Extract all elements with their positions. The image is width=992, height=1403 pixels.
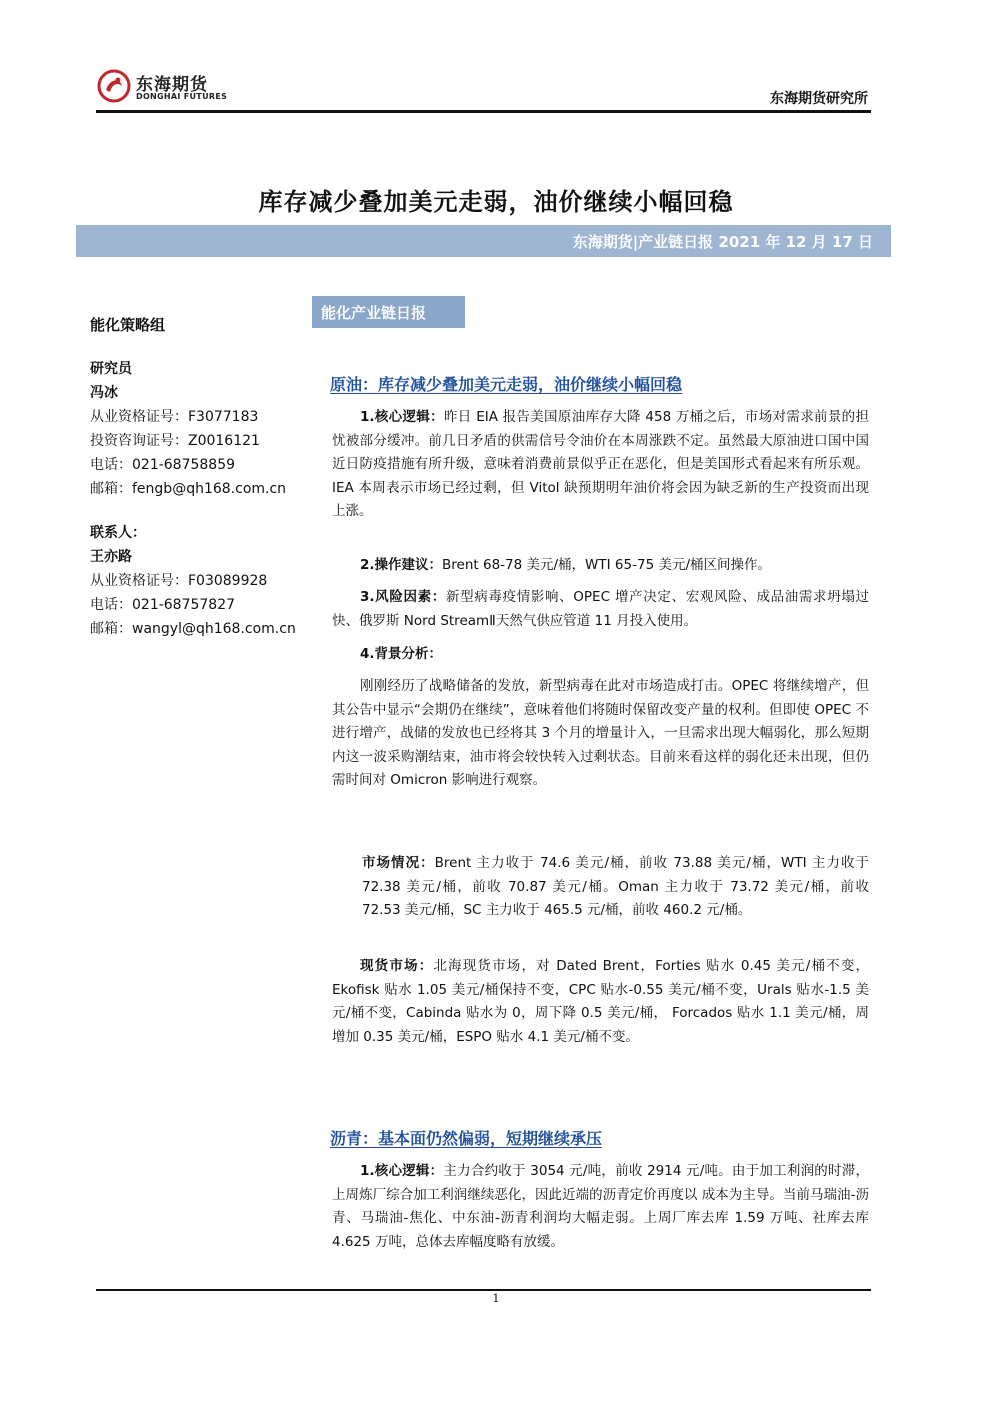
researcher-name: 冯冰 <box>90 385 118 401</box>
strategy-group: 能化策略组 <box>90 316 166 334</box>
document-title: 库存减少叠加美元走弱，油价继续小幅回稳 <box>258 188 734 216</box>
asphalt-p1-text: 主力合约收于 3054 元/吨，前收 2914 元/吨。由于加工利润的时滞，上周炼厂综合加工利润继续恶化，因此近端的沥青定价再度以 成本为主导。当前马瑞油-沥青、马瑞油-焦化、中东油-沥青利润均大幅走弱。上周厂库去库 1.59 万吨、社库去库 4.625 万吨，总体去库幅度略有放缓。 <box>332 1163 869 1250</box>
crude-market-label: 市场情况： <box>362 855 435 871</box>
researcher-label: 研究员 <box>90 361 132 377</box>
crude-p5-text: 刚刚经历了战略储备的发放，新型病毒在此对市场造成打击。OPEC 将继续增产，但其公告中显示“会期仍在继续”，意味着他们将随时保留改变产量的权利。但即使 OPEC 不进行增产，战储的发放也已经将其 3 个月的增量计入，一旦需求出现大幅弱化，那么短期内这一波采购潮结束，油市将会较快转入过剩状态。目前来看这样的弱化还未出现，但仍需时间对 Omicron 影响进行观察。 <box>332 678 869 788</box>
page-number: 1 <box>492 1292 500 1305</box>
crude-p2-label: 2.操作建议： <box>360 557 443 573</box>
researcher-license: 从业资格证号：F3077183 <box>90 409 259 425</box>
section-tag <box>312 296 465 328</box>
crude-spot-label: 现货市场： <box>360 958 434 974</box>
crude-market <box>362 852 869 923</box>
footer-divider <box>96 1289 871 1291</box>
logo-text-cn: 东海期货 <box>136 75 208 95</box>
crude-market-text: Brent 主力收于 74.6 美元/桶，前收 73.88 美元/桶，WTI 主力收于 72.38 美元/桶，前收 70.87 美元/桶。Oman 主力收于 73.72 美元/桶，前收 72.53 美元/桶，SC 主力收于 465.5 元/桶，前收 460.2 元/桶。 <box>362 855 870 918</box>
contact-email[interactable]: 邮箱：wangyl@qh168.com.cn <box>90 621 296 637</box>
logo-text-en: DONGHAI FUTURES <box>136 92 228 101</box>
contact-license: 从业资格证号：F03089928 <box>90 573 268 589</box>
crude-spot <box>332 955 869 1049</box>
date-banner-text: 东海期货|产业链日报 2021 年 12 月 17 日 <box>572 233 873 251</box>
crude-background-label <box>332 643 869 667</box>
company-logo <box>96 64 246 108</box>
crude-p1-text: 昨日 EIA 报告美国原油库存大降 458 万桶之后，市场对需求前景的担忧被部分缓冲。前几日矛盾的供需信号令油价在本周涨跌不定。虽然最大原油进口国中国近日防疫措施有所升级，意味着消费前景似乎正在恶化，但是美国形式看起来有所乐观。IEA 本周表示市场已经过剩，但 Vitol 缺预期明年油价将会因为缺乏新的生产投资而出现上涨。 <box>332 409 869 519</box>
contact-name: 王亦路 <box>90 549 132 565</box>
crude-p4-label: 4.背景分析： <box>360 646 443 662</box>
researcher-phone: 电话：021-68758859 <box>90 457 236 473</box>
crude-p3-text: 新型病毒疫情影响、OPEC 增产决定、宏观风险、成品油需求坍塌过快、俄罗斯 Nord StreamⅡ天然气供应管道 11 月投入使用。 <box>332 589 870 629</box>
asphalt-core-logic <box>332 1160 869 1254</box>
institute-name: 东海期货研究所 <box>770 91 868 107</box>
asphalt-heading: 沥青：基本面仍然偏弱，短期继续承压 <box>330 1129 603 1148</box>
crude-background <box>332 675 869 793</box>
crude-p3-label: 3.风险因素： <box>360 589 446 605</box>
researcher-email[interactable]: 邮箱：fengb@qh168.com.cn <box>90 481 287 497</box>
crude-spot-text: 北海现货市场，对 Dated Brent，Forties 贴水 0.45 美元/桶不变，Ekofisk 贴水 1.05 美元/桶保持不变，CPC 贴水-0.55 美元/桶不变，Urals 贴水-1.5 美元/桶不变，Cabinda 贴水为 0，周下降 0.5 美元/桶， Forcados 贴水 1.1 美元/桶，周增加 0.35 美元/桶，ESPO 贴水 4.1 美元/桶不变。 <box>332 958 870 1045</box>
section-tag-text: 能化产业链日报 <box>321 304 427 322</box>
crude-risk <box>332 586 869 633</box>
contact-phone: 电话：021-68757827 <box>90 597 236 613</box>
crude-advice <box>332 554 869 578</box>
crude-heading: 原油：库存减少叠加美元走弱，油价继续小幅回稳 <box>330 375 683 394</box>
contact-label: 联系人： <box>90 525 146 541</box>
date-banner <box>76 225 891 257</box>
logo-mark-icon <box>96 68 132 104</box>
header-divider <box>96 110 871 113</box>
crude-core-logic <box>332 406 869 524</box>
crude-p1-label: 1.核心逻辑： <box>360 409 444 425</box>
researcher-consult-license: 投资咨询证号：Z0016121 <box>90 433 260 449</box>
asphalt-p1-label: 1.核心逻辑： <box>360 1163 444 1179</box>
crude-p2-text: Brent 68-78 美元/桶，WTI 65-75 美元/桶区间操作。 <box>442 557 771 573</box>
